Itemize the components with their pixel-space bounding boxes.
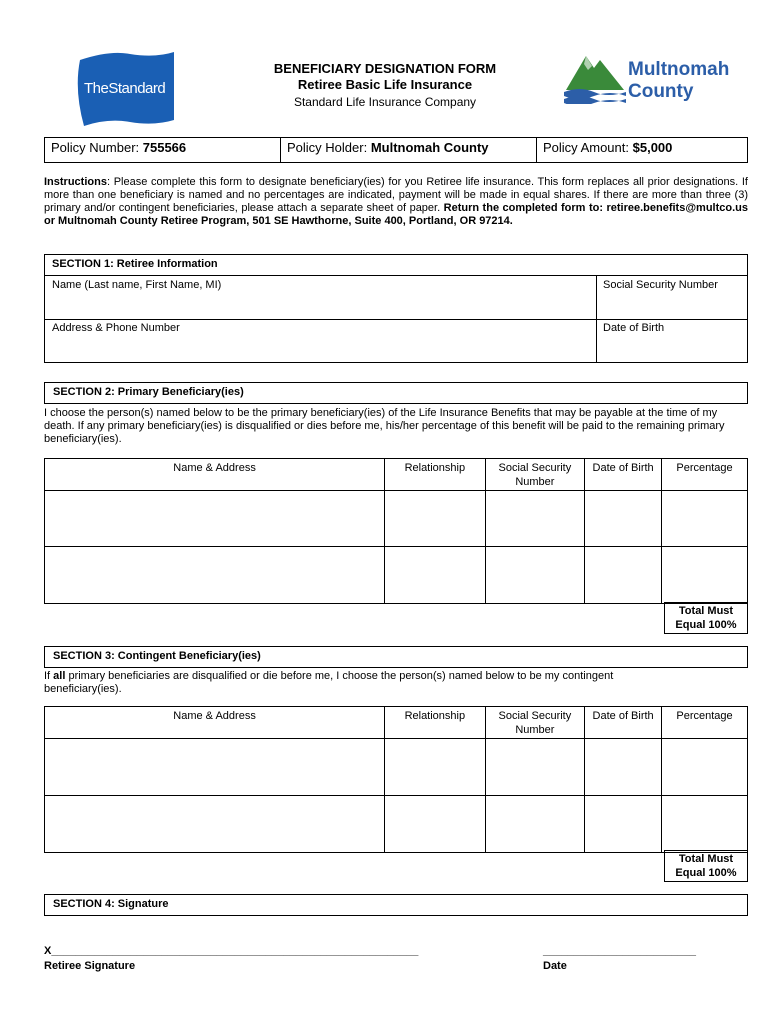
col-name-address: Name & Address (45, 459, 385, 491)
percentage-input[interactable] (662, 491, 748, 547)
county-logo-line1: Multnomah (628, 59, 730, 80)
total-line2: Equal 100% (675, 619, 737, 631)
policy-holder-label: Policy Holder: (287, 140, 368, 155)
policy-holder-cell (280, 137, 537, 163)
form-subtitle: Retiree Basic Life Insurance (297, 77, 473, 92)
ssn-input[interactable] (485, 796, 585, 853)
retiree-dob-field[interactable]: Date of Birth (603, 322, 665, 334)
policy-amount-cell (536, 137, 748, 163)
col-relationship: Relationship (385, 459, 485, 491)
section3-title: SECTION 3: Contingent Beneficiary(ies) (44, 646, 748, 668)
section4-title: SECTION 4: Signature (44, 894, 748, 916)
policy-holder-value: Multnomah County (370, 140, 489, 155)
dob-input[interactable] (585, 491, 662, 547)
retiree-ssn-field[interactable]: Social Security Number (603, 279, 718, 291)
relationship-input[interactable] (385, 739, 485, 796)
retiree-signature-label: Retiree Signature (44, 960, 136, 972)
county-logo (564, 50, 740, 106)
policy-amount-value: $5,000 (632, 140, 673, 155)
name-address-input[interactable] (45, 796, 385, 853)
table-header-row (45, 707, 748, 739)
retiree-signature-field[interactable]: X____________________________________________________________ (44, 945, 419, 957)
table-row[interactable] (45, 739, 748, 796)
instructions-return: Return the completed form to: retiree.benefits@multco.us or Multnomah County Retiree Program, 501 SE Hawthorne, Suite 400, Portland, OR 97214. (44, 202, 748, 227)
percentage-input[interactable] (662, 739, 748, 796)
name-address-input[interactable] (45, 491, 385, 547)
instructions-lead: Instructions (44, 176, 107, 188)
col-ssn: Social Security Number (485, 707, 585, 739)
primary-beneficiary-table (44, 458, 748, 604)
name-address-input[interactable] (45, 547, 385, 604)
form-title: BENEFICIARY DESIGNATION FORM (273, 61, 497, 76)
section1-box (44, 254, 748, 363)
section2-title: SECTION 2: Primary Beneficiary(ies) (44, 382, 748, 404)
total-line1: Total Must (678, 853, 734, 865)
dob-input[interactable] (585, 739, 662, 796)
mountain-icon (564, 50, 626, 104)
col-dob: Date of Birth (585, 707, 662, 739)
name-address-input[interactable] (45, 739, 385, 796)
section3-intro-pre: If (44, 670, 54, 682)
instructions-text: : Please complete this form to designate beneficiary(ies) for you Retiree life insurance. This form replaces all prior designations. If more than one beneficiary is named and no percentages are indicated, payment will be made in equal shares. If there are more than three (3) primary and/or contingent beneficiaries, please attach a separate sheet of paper. (44, 176, 748, 214)
ssn-input[interactable] (485, 547, 585, 604)
policy-number-value: 755566 (142, 140, 187, 155)
table-row[interactable] (45, 491, 748, 547)
ssn-input[interactable] (485, 491, 585, 547)
contingent-total-label (664, 852, 748, 880)
section3-intro-bold: all (53, 670, 66, 682)
ssn-input[interactable] (485, 739, 585, 796)
primary-total-label (664, 604, 748, 632)
instructions (44, 176, 748, 228)
date-field[interactable]: _________________________ (543, 945, 696, 957)
table-row[interactable] (45, 547, 748, 604)
policy-number-label: Policy Number: (51, 140, 140, 155)
total-line2: Equal 100% (675, 867, 737, 879)
col-dob: Date of Birth (585, 459, 662, 491)
percentage-input[interactable] (662, 796, 748, 853)
county-logo-line2: County (628, 81, 694, 102)
col-relationship: Relationship (385, 707, 485, 739)
dob-input[interactable] (585, 547, 662, 604)
col-percentage: Percentage (662, 459, 748, 491)
relationship-input[interactable] (385, 491, 485, 547)
col-percentage: Percentage (662, 707, 748, 739)
section2-intro: I choose the person(s) named below to be the primary beneficiary(ies) of the Life Insurance Benefits that may be payable at the time of my death. If any primary beneficiary(ies) is disqualified or dies before me, his/her percentage of this benefit will be paid to the remaining primary beneficiary(ies). (44, 407, 725, 445)
policy-row (44, 137, 748, 163)
table-header-row (45, 459, 748, 491)
policy-amount-label: Policy Amount: (543, 140, 629, 155)
section3-intro-post: primary beneficiaries are disqualified or die before me, I choose the person(s) named below to be my contingent beneficiary(ies). (44, 670, 614, 695)
relationship-input[interactable] (385, 547, 485, 604)
date-label: Date (543, 960, 567, 972)
contingent-beneficiary-table (44, 706, 748, 853)
company-name: Standard Life Insurance Company (293, 95, 477, 109)
section3-intro (44, 670, 684, 696)
standard-logo-text: TheStandard (84, 80, 166, 97)
total-line1: Total Must (678, 605, 734, 617)
retiree-address-field[interactable]: Address & Phone Number (52, 322, 180, 334)
col-name-address: Name & Address (45, 707, 385, 739)
percentage-input[interactable] (662, 547, 748, 604)
policy-number-cell (44, 137, 281, 163)
relationship-input[interactable] (385, 796, 485, 853)
dob-input[interactable] (585, 796, 662, 853)
retiree-name-field[interactable]: Name (Last name, First Name, MI) (52, 279, 222, 291)
table-row[interactable] (45, 796, 748, 853)
section1-title: SECTION 1: Retiree Information (52, 258, 218, 270)
col-ssn: Social Security Number (485, 459, 585, 491)
